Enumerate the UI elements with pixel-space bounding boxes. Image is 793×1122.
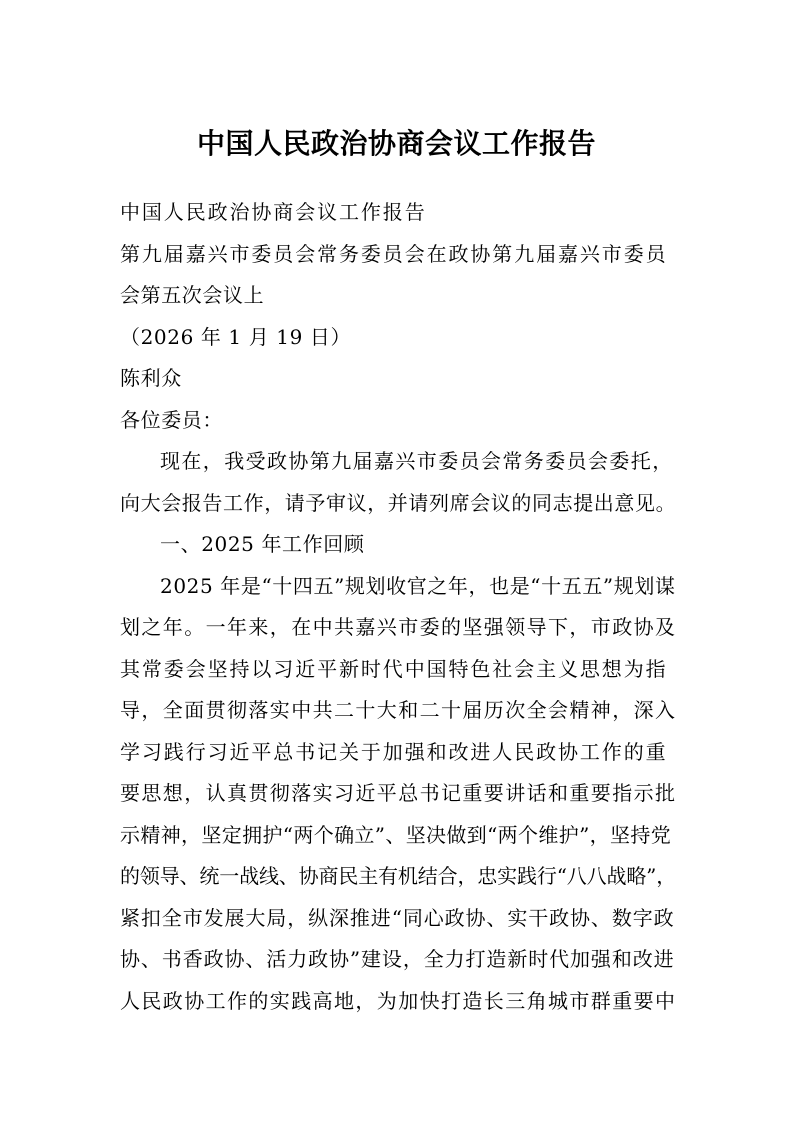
body-line-paragraph-1-cont: 向大会报告工作，请予审议，并请列席会议的同志提出意见。 — [120, 490, 677, 515]
body-line: 人民政协工作的实践高地，为加快打造长三角城市群重要中 — [120, 988, 677, 1013]
body-line: 示精神，坚定拥护“两个确立”、坚决做到“两个维护”，坚持党 — [120, 822, 672, 847]
body-line: 其常委会坚持以习近平新时代中国特色社会主义思想为指 — [120, 656, 668, 681]
body-line: 紧扣全市发展大局，纵深推进“同心政协、实干政协、数字政 — [120, 905, 675, 930]
body-line: 要思想，认真贯彻落实习近平总书记重要讲话和重要指示批 — [120, 781, 677, 805]
body-line: 的领导、统一战线、协商民主有机结合，忠实践行“八八战略”， — [120, 864, 677, 888]
document-title: 中国人民政治协商会议工作报告 — [196, 127, 596, 160]
body-line-paragraph-2: 2025 年是“十四五”规划收官之年，也是“十五五”规划谋 — [160, 573, 676, 598]
body-line: 划之年。一年来，在中共嘉兴市委的坚强领导下，市政协及 — [120, 615, 677, 639]
body-line-author: 陈利众 — [120, 366, 182, 390]
body-line: 学习践行习近平总书记关于加强和改进人民政协工作的重 — [120, 739, 668, 764]
body-line-salutation: 各位委员： — [120, 407, 223, 432]
document-body — [120, 192, 676, 1022]
body-line: 协、书香政协、活力政协”建设，全力打造新时代加强和改进 — [120, 947, 675, 971]
body-line-report-heading: 中国人民政治协商会议工作报告 — [120, 200, 427, 224]
body-line-session: 会第五次会议上 — [120, 283, 265, 307]
body-line: 导，全面贯彻落实中共二十大和二十届历次全会精神，深入 — [120, 698, 677, 722]
body-line-committee: 第九届嘉兴市委员会常务委员会在政协第九届嘉兴市委员 — [120, 241, 668, 266]
body-line-paragraph-1: 现在，我受政协第九届嘉兴市委员会常务委员会委托， — [160, 449, 674, 473]
body-line-date: （2026 年 1 月 19 日） — [120, 324, 352, 349]
section-heading-review: 一、2025 年工作回顾 — [160, 532, 365, 556]
